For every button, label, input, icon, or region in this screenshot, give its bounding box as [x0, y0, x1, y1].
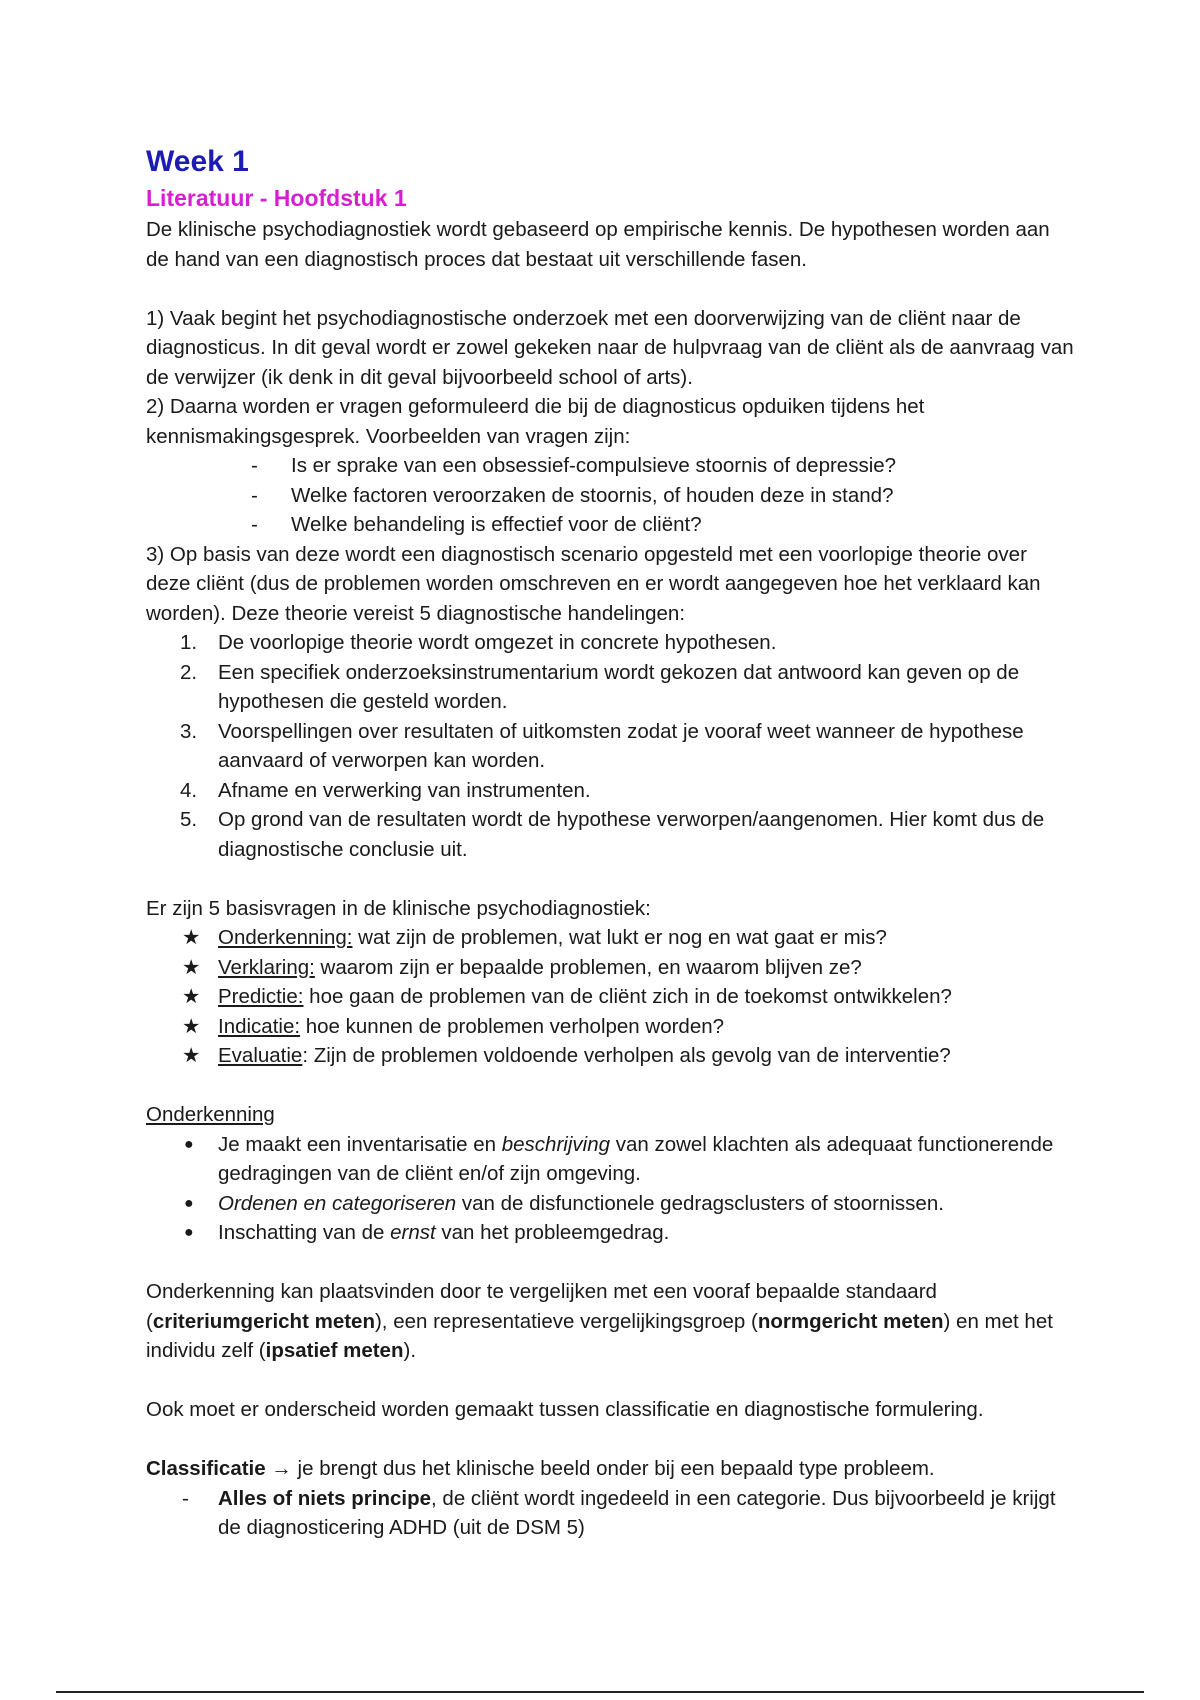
star-icon: ★ [182, 955, 201, 979]
onderkenning-heading: Onderkenning [146, 1103, 275, 1126]
dash-marker: - [251, 513, 258, 536]
term-label: Predictie: [218, 985, 304, 1008]
step-1-paragraph: 1) Vaak begint het psychodiagnostische onderzoek met een doorverwijzing van de cliënt naar de diagnosticus. In dit geval wordt er zowel gekeken naar de hulpvraag van de cliënt als de aanvraag van de verwijzer (ik denk in dit geval bijvoorbeeld school of arts). [146, 306, 1074, 389]
step-3-paragraph: 3) Op basis van deze wordt een diagnostisch scenario opgesteld met een voorlopige theorie over deze cliënt (dus de problemen worden omschreven en er wordt aangegeven hoe het verklaard kan worden). Deze theorie vereist 5 diagnostische handelingen: [146, 542, 1041, 625]
list-item-text: : Zijn de problemen voldoende verholpen als gevolg van de interventie? [302, 1044, 951, 1067]
list-item-text: wat zijn de problemen, wat lukt er nog en wat gaat er mis? [352, 926, 887, 949]
classificatie-paragraph: Classificatie → je brengt dus het klinische beeld onder bij een bepaald type probleem. [146, 1457, 935, 1480]
list-item [146, 805, 1076, 864]
list-item-text: Op grond van de resultaten wordt de hypothese verworpen/aangenomen. Hier komt dus de diagnostische conclusie uit. [218, 808, 1045, 861]
list-item-text: Welke behandeling is effectief voor de cliënt? [291, 513, 702, 536]
footer-divider [56, 1691, 1144, 1693]
step-2-paragraph: 2) Daarna worden er vragen geformuleerd die bij de diagnosticus opduiken tijdens het kennismakingsgesprek. Voorbeelden van vragen zijn: [146, 395, 925, 448]
list-item [146, 628, 1076, 658]
basic-questions-list [146, 923, 1076, 1071]
list-number: 5. [180, 808, 198, 831]
comparison-paragraph: Onderkenning kan plaatsvinden door te vergelijken met een vooraf bepaalde standaard (criteriumgericht meten), een representatieve vergelijkingsgroep (normgericht meten) en met het individu zelf (ipsatief meten). [146, 1280, 1053, 1362]
list-item: - Alles of niets principe, de cliënt wordt ingedeeld in een categorie. Dus bijvoorbeeld je krijgt de diagnosticering ADHD (uit de DSM 5) [146, 1484, 1076, 1543]
list-item [146, 510, 1076, 540]
term-label: Indicatie: [218, 1014, 301, 1038]
list-item [146, 1012, 1076, 1042]
bullet-icon: ● [184, 1224, 194, 1241]
list-item-text: hoe kunnen de problemen verholpen worden? [300, 1014, 725, 1038]
list-item [146, 451, 1076, 481]
intro-paragraph: De klinische psychodiagnostiek wordt gebaseerd op empirische kennis. De hypothesen worden aan de hand van een diagnostisch proces dat bestaat uit verschillende fasen. [146, 218, 1050, 271]
list-item-text: Een specifiek onderzoeksinstrumentarium wordt gekozen dat antwoord kan geven op de hypothesen die gesteld worden. [218, 660, 1020, 713]
basic-questions-intro: Er zijn 5 basisvragen in de klinische psychodiagnostiek: [146, 896, 651, 920]
list-item-text: Welke factoren veroorzaken de stoornis, of houden deze in stand? [291, 483, 894, 507]
term-label: Classificatie [146, 1457, 266, 1480]
dash-marker: - [182, 1486, 189, 1510]
star-icon: ★ [182, 985, 201, 1008]
list-item [146, 658, 1076, 717]
list-item-text: waarom zijn er bepaalde problemen, en waarom blijven ze? [314, 955, 862, 979]
document-body [146, 142, 1076, 1543]
list-number: 1. [180, 631, 198, 654]
list-item [146, 982, 1076, 1012]
bullet-icon: ● [184, 1194, 194, 1212]
list-item-text: Afname en verwerking van instrumenten. [218, 778, 591, 802]
diagnostic-actions-list [146, 628, 1076, 864]
list-item [146, 717, 1076, 776]
list-item: ● Je maakt een inventarisatie en beschrijving van zowel klachten als adequaat functionerende gedragingen van de cliënt en/of zijn omgeving. [146, 1130, 1076, 1189]
list-number: 2. [180, 660, 198, 684]
classificatie-list [146, 1484, 1076, 1543]
term-label: Onderkenning: [218, 926, 353, 949]
distinction-paragraph: Ook moet er onderscheid worden gemaakt tussen classificatie en diagnostische formulering. [146, 1398, 984, 1421]
question-examples-list [146, 451, 1076, 540]
term-label: Verklaring: [218, 955, 315, 979]
list-item [146, 481, 1076, 511]
list-number: 4. [180, 778, 198, 802]
bullet-icon: ● [184, 1135, 194, 1153]
list-item-text: De voorlopige theorie wordt omgezet in concrete hypothesen. [218, 631, 777, 654]
list-number: 3. [180, 719, 198, 743]
term-label: Evaluatie [218, 1044, 303, 1067]
list-item [146, 1041, 1076, 1071]
list-item: ● Ordenen en categoriseren van de disfunctionele gedragsclusters of stoornissen. [146, 1189, 1076, 1219]
dash-marker: - [251, 454, 258, 477]
section-subtitle: Literatuur - Hoofdstuk 1 [146, 185, 407, 211]
star-icon: ★ [182, 1014, 201, 1038]
star-icon: ★ [182, 1044, 201, 1067]
list-item [146, 953, 1076, 983]
star-icon: ★ [182, 926, 201, 949]
list-item [146, 776, 1076, 806]
list-item-text: Voorspellingen over resultaten of uitkomsten zodat je vooraf weet wanneer de hypothese aanvaard of verworpen kan worden. [218, 719, 1024, 772]
list-item-text: Is er sprake van een obsessief-compulsieve stoornis of depressie? [291, 454, 897, 477]
dash-marker: - [251, 483, 258, 507]
page-title: Week 1 [146, 145, 249, 178]
list-item-text: hoe gaan de problemen van de cliënt zich in de toekomst ontwikkelen? [303, 985, 952, 1008]
list-item [146, 923, 1076, 953]
onderkenning-list [146, 1130, 1076, 1248]
list-item: ● Inschatting van de ernst van het probleemgedrag. [146, 1218, 1076, 1248]
